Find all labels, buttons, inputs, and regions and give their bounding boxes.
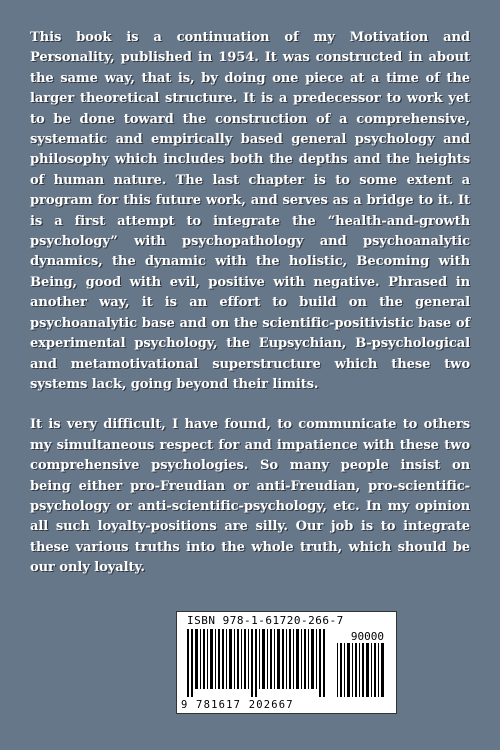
barcode-panel — [176, 611, 397, 714]
ean-digits: 9 781617 202667 — [181, 699, 294, 711]
price-code: 90000 — [350, 630, 384, 643]
isbn-label: ISBN 978-1-61720-266-7 — [187, 614, 344, 627]
blurb-text — [30, 28, 470, 599]
addon-barcode-icon — [337, 643, 385, 697]
ean-barcode-icon — [187, 629, 327, 697]
blurb-paragraph-1: This book is a continuation of my Motivation and Personality, published in 1954. It was constructed in about the same way, that is, by doing one piece at a time of the larger theoretical structure. It is a predecessor to work yet to be done toward the construction of a comprehensive, systematic and empirically based general psychology and philosophy which includes both the depths and the heights of human nature. The last chapter is to some extent a program for this future work, and serves as a bridge to it. It is a first attempt to integrate the “health-and-growth psychology” with psychopathology and psychoanalytic dynamics, the dynamic with the holistic, Becoming with Being, good with evil, positive with negative. Phrased in another way, it is an effort to build on the general psychoanalytic base and on the scientific-positivistic base of experimental psychology, the Eupsychian, B-psychological and metamotivational superstructure which these two systems lack, going beyond their limits. — [30, 30, 470, 392]
blurb-paragraph-2: It is very difficult, I have found, to communicate to others my simultaneous respect for and impatience with these two comprehensive psychologies. So many people insist on being either pro-Freudian or anti-Freudian, pro-scientific-psychology or anti-scientific-psychology, etc. In my opinion all such loyalty-positions are silly. Our job is to integrate these various truths into the whole truth, which should be our only loyalty. — [30, 417, 470, 576]
